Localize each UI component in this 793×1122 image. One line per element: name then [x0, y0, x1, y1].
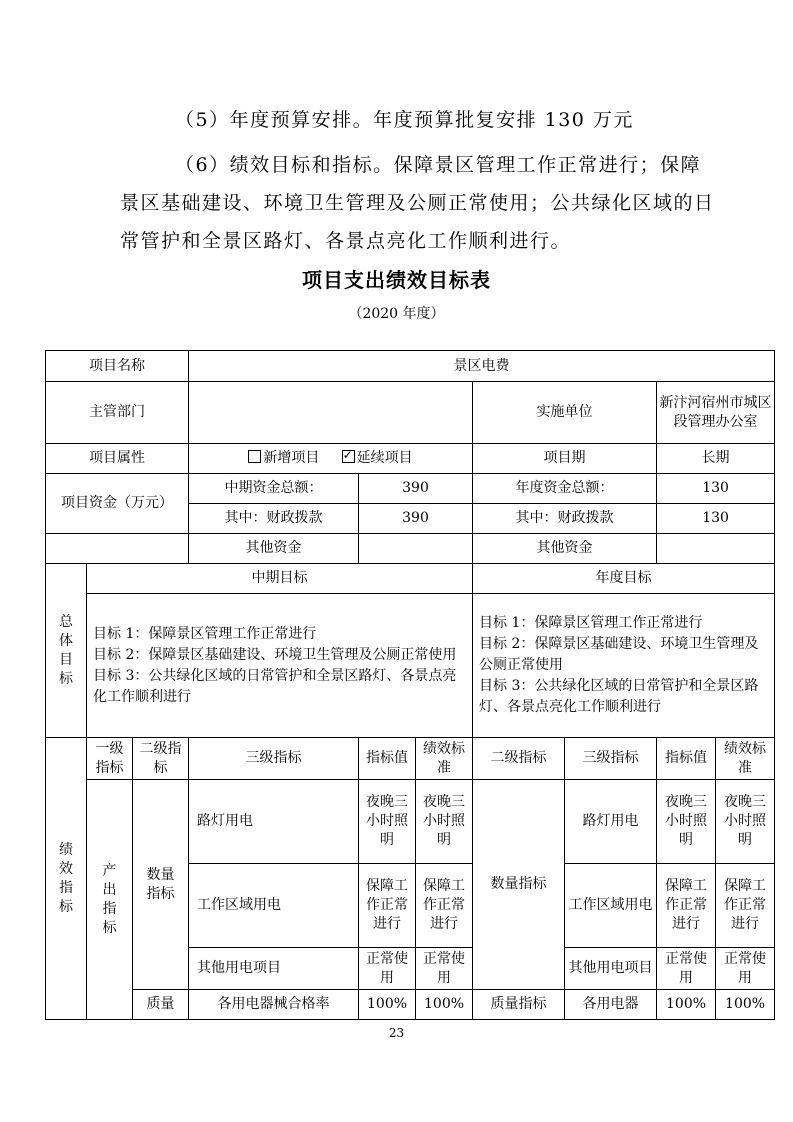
- mid-fiscal-value: 390: [359, 504, 473, 534]
- project-name-value: 景区电费: [189, 351, 775, 382]
- mid-value-item: 100%: [359, 990, 416, 1020]
- attr-options: [189, 444, 473, 474]
- mid-level3-item: 路灯用电: [189, 780, 359, 864]
- year-fiscal-value: 130: [657, 504, 775, 534]
- mid-level3-item: 其他用电项目: [189, 948, 359, 990]
- project-name-label: 项目名称: [46, 351, 189, 382]
- header-level3: 三级指标: [189, 738, 359, 780]
- year-value-item: 100%: [657, 990, 716, 1020]
- year-other-value: [657, 534, 775, 564]
- mid-goal-item: 目标 2：保障景区基础建设、环境卫生管理及公厕正常使用: [93, 646, 457, 663]
- overall-goal-label: 总体目标: [46, 564, 87, 738]
- mid-total-value: 390: [359, 474, 473, 504]
- year-level3-item: 路灯用电: [565, 780, 657, 864]
- quality-indicator-label-year: 质量指标: [473, 990, 565, 1020]
- quantity-indicator-label-year: 数量指标: [473, 780, 565, 990]
- dept-value: [189, 382, 473, 444]
- year-total-value: 130: [657, 474, 775, 504]
- mid-fiscal-label: 其中：财政拨款: [189, 504, 359, 534]
- year-fiscal-label: 其中：财政拨款: [473, 504, 657, 534]
- attr-new-label: 新增项目: [263, 450, 320, 466]
- mid-standard-item: 夜晚三小时照明: [416, 780, 473, 864]
- budget-paragraph: （5）年度预算安排。年度预算批复安排 130 万元: [175, 109, 634, 131]
- year-goal-item: 目标 3：公共绿化区域的日常管护和全景区路灯、各景点亮化工作顺利进行: [479, 678, 759, 715]
- period-value: 长期: [657, 444, 775, 474]
- year-level3-item: 其他用电项目: [565, 948, 657, 990]
- year-level3-item: 工作区域用电: [565, 864, 657, 948]
- header-level2-year: 二级指标: [473, 738, 565, 780]
- year-goal-item: 目标 2：保障景区基础建设、环境卫生管理及公厕正常使用: [479, 636, 759, 673]
- mid-level3-item: 工作区域用电: [189, 864, 359, 948]
- mid-standard-item: 100%: [416, 990, 473, 1020]
- mid-goal-header: 中期目标: [87, 564, 473, 594]
- mid-value-item: 夜晚三小时照明: [359, 780, 416, 864]
- header-level3-year: 三级指标: [565, 738, 657, 780]
- mid-other-label: 其他资金: [189, 534, 359, 564]
- header-level2: 二级指标: [133, 738, 189, 780]
- year-standard-item: 保障工作正常进行: [716, 864, 775, 948]
- fund-label: 项目资金（万元）: [46, 474, 189, 534]
- mid-value-item: 保障工作正常进行: [359, 864, 416, 948]
- year-goal-item: 目标 1：保障景区管理工作正常进行: [479, 615, 703, 631]
- quality-indicator-label: 质量: [133, 990, 189, 1020]
- table-title: 项目支出绩效目标表: [302, 268, 491, 292]
- mid-standard-item: 保障工作正常进行: [416, 864, 473, 948]
- mid-goal-item: 目标 1：保障景区管理工作正常进行: [93, 625, 317, 642]
- mid-other-value: [359, 534, 473, 564]
- year-standard-item: 100%: [716, 990, 775, 1020]
- attr-continue-label: 延续项目: [356, 450, 413, 466]
- header-standard: 绩效标准: [416, 738, 473, 780]
- impl-unit-value: 新汴河宿州市城区段管理办公室: [657, 382, 775, 444]
- mid-total-label: 中期资金总额：: [189, 474, 359, 504]
- checkbox-checked-icon: [342, 450, 355, 463]
- year-goal-header: 年度目标: [473, 564, 775, 594]
- mid-goal-item: 目标 3：公共绿化区域的日常管护和全景区路灯、各景点亮化工作顺利进行: [93, 667, 457, 705]
- year-value-item: 正常使用: [657, 948, 716, 990]
- table-subtitle: （2020 年度）: [348, 306, 445, 322]
- year-total-label: 年度资金总额：: [473, 474, 657, 504]
- year-value-item: 保障工作正常进行: [657, 864, 716, 948]
- quantity-indicator-label: 数量指标: [133, 780, 189, 990]
- year-other-label: 其他资金: [473, 534, 657, 564]
- performance-table: [45, 350, 775, 1020]
- header-standard-year: 绩效标准: [716, 738, 775, 780]
- year-value-item: 夜晚三小时照明: [657, 780, 716, 864]
- mid-value-item: 正常使用: [359, 948, 416, 990]
- attr-label: 项目属性: [46, 444, 189, 474]
- header-value: 指标值: [359, 738, 416, 780]
- dept-label: 主管部门: [46, 382, 189, 444]
- goals-paragraph: （6）绩效目标和指标。保障景区管理工作正常进行；保障景区基础建设、环境卫生管理及公厕正常使用；公共绿化区域的日常管护和全景区路灯、各景点亮化工作顺利进行。: [120, 154, 715, 252]
- mid-standard-item: 正常使用: [416, 948, 473, 990]
- year-standard-item: 夜晚三小时照明: [716, 780, 775, 864]
- output-indicator-label: 产出指标: [87, 780, 133, 1020]
- year-standard-item: 正常使用: [716, 948, 775, 990]
- perf-indicator-label: 绩效指标: [46, 738, 87, 1020]
- checkbox-unchecked-icon: [248, 450, 261, 463]
- empty-cell: [46, 534, 189, 564]
- period-label: 项目期: [473, 444, 657, 474]
- mid-goals: [87, 594, 473, 738]
- header-level1: 一级指标: [87, 738, 133, 780]
- mid-level3-item: 各用电器械合格率: [189, 990, 359, 1020]
- header-value-year: 指标值: [657, 738, 716, 780]
- page-number: 23: [388, 1026, 405, 1040]
- year-level3-item: 各用电器: [565, 990, 657, 1020]
- impl-unit-label: 实施单位: [473, 382, 657, 444]
- year-goals: [473, 594, 775, 738]
